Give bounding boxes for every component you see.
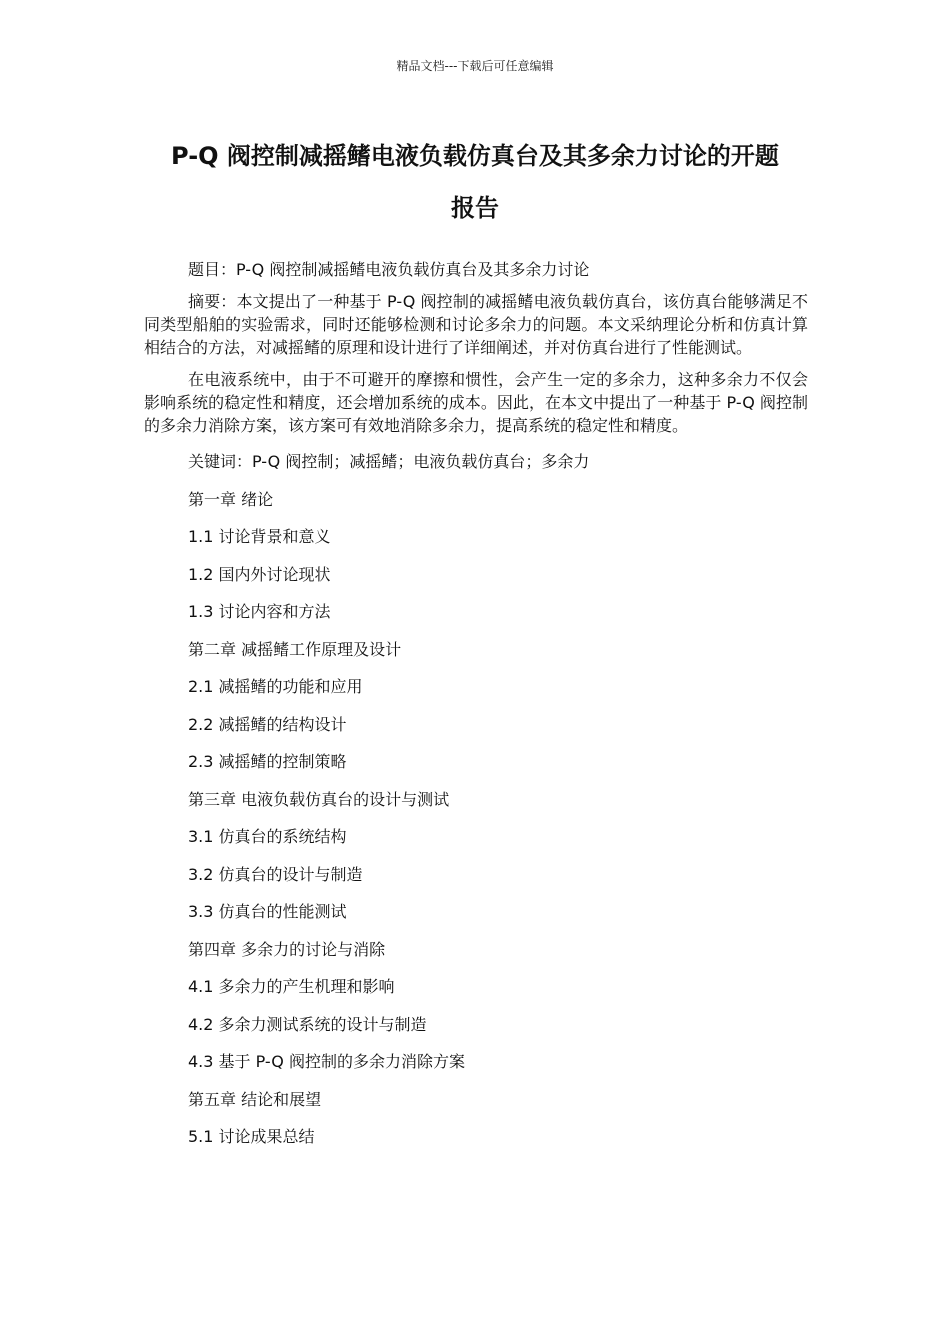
toc-item: 5.1 讨论成果总结: [188, 1127, 315, 1146]
toc-item: 1.2 国内外讨论现状: [188, 564, 331, 584]
toc-item: 第四章 多余力的讨论与消除: [188, 939, 386, 959]
toc-item: 1.1 讨论背景和意义: [188, 527, 331, 546]
keywords-line: 关键词：P-Q 阀控制；减摇鳍；电液负载仿真台；多余力: [188, 452, 590, 471]
topic-paragraph: 题目：P-Q 阀控制减摇鳍电液负载仿真台及其多余力讨论: [188, 260, 590, 279]
toc-item: 4.3 基于 P-Q 阀控制的多余力消除方案: [188, 1052, 465, 1071]
document-body: [144, 258, 808, 1163]
document-title-line-2: 报告: [451, 194, 499, 222]
toc-item: 4.2 多余力测试系统的设计与制造: [188, 1014, 427, 1034]
abstract-paragraph: 摘要：本文提出了一种基于 P-Q 阀控制的减摇鳍电液负载仿真台，该仿真台能够满足不同类型船舶的实验需求，同时还能够检测和讨论多余力的问题。本文采纳理论分析和仿真计算相结合的方法，对减摇鳍的原理和设计进行了详细阐述，并对仿真台进行了性能测试。: [144, 292, 808, 357]
toc-item: 3.1 仿真台的系统结构: [188, 827, 347, 846]
toc-item: 3.3 仿真台的性能测试: [188, 902, 347, 921]
redundant-force-paragraph: 在电液系统中，由于不可避开的摩擦和惯性，会产生一定的多余力，这种多余力不仅会影响系统的稳定性和精度，还会增加系统的成本。因此，在本文中提出了一种基于 P-Q 阀控制的多余力消除方案，该方案可有效地消除多余力，提高系统的稳定性和精度。: [144, 370, 808, 435]
toc-item: 第三章 电液负载仿真台的设计与测试: [188, 789, 450, 809]
toc-item: 2.3 减摇鳍的控制策略: [188, 752, 347, 771]
toc-item: 3.2 仿真台的设计与制造: [188, 864, 363, 884]
toc-item: 第一章 绪论: [188, 489, 274, 509]
toc-item: 4.1 多余力的产生机理和影响: [188, 977, 395, 996]
toc-item: 1.3 讨论内容和方法: [188, 602, 331, 621]
document-title-line-1: P-Q 阀控制减摇鳍电液负载仿真台及其多余力讨论的开题: [171, 142, 779, 170]
toc-item: 第五章 结论和展望: [188, 1089, 322, 1109]
toc-item: 第二章 减摇鳍工作原理及设计: [188, 639, 402, 659]
toc-item: 2.2 减摇鳍的结构设计: [188, 714, 347, 734]
toc-item: 2.1 减摇鳍的功能和应用: [188, 677, 363, 696]
header-note: 精品文档---下载后可任意编辑: [396, 59, 554, 73]
table-of-contents: [144, 450, 808, 1163]
